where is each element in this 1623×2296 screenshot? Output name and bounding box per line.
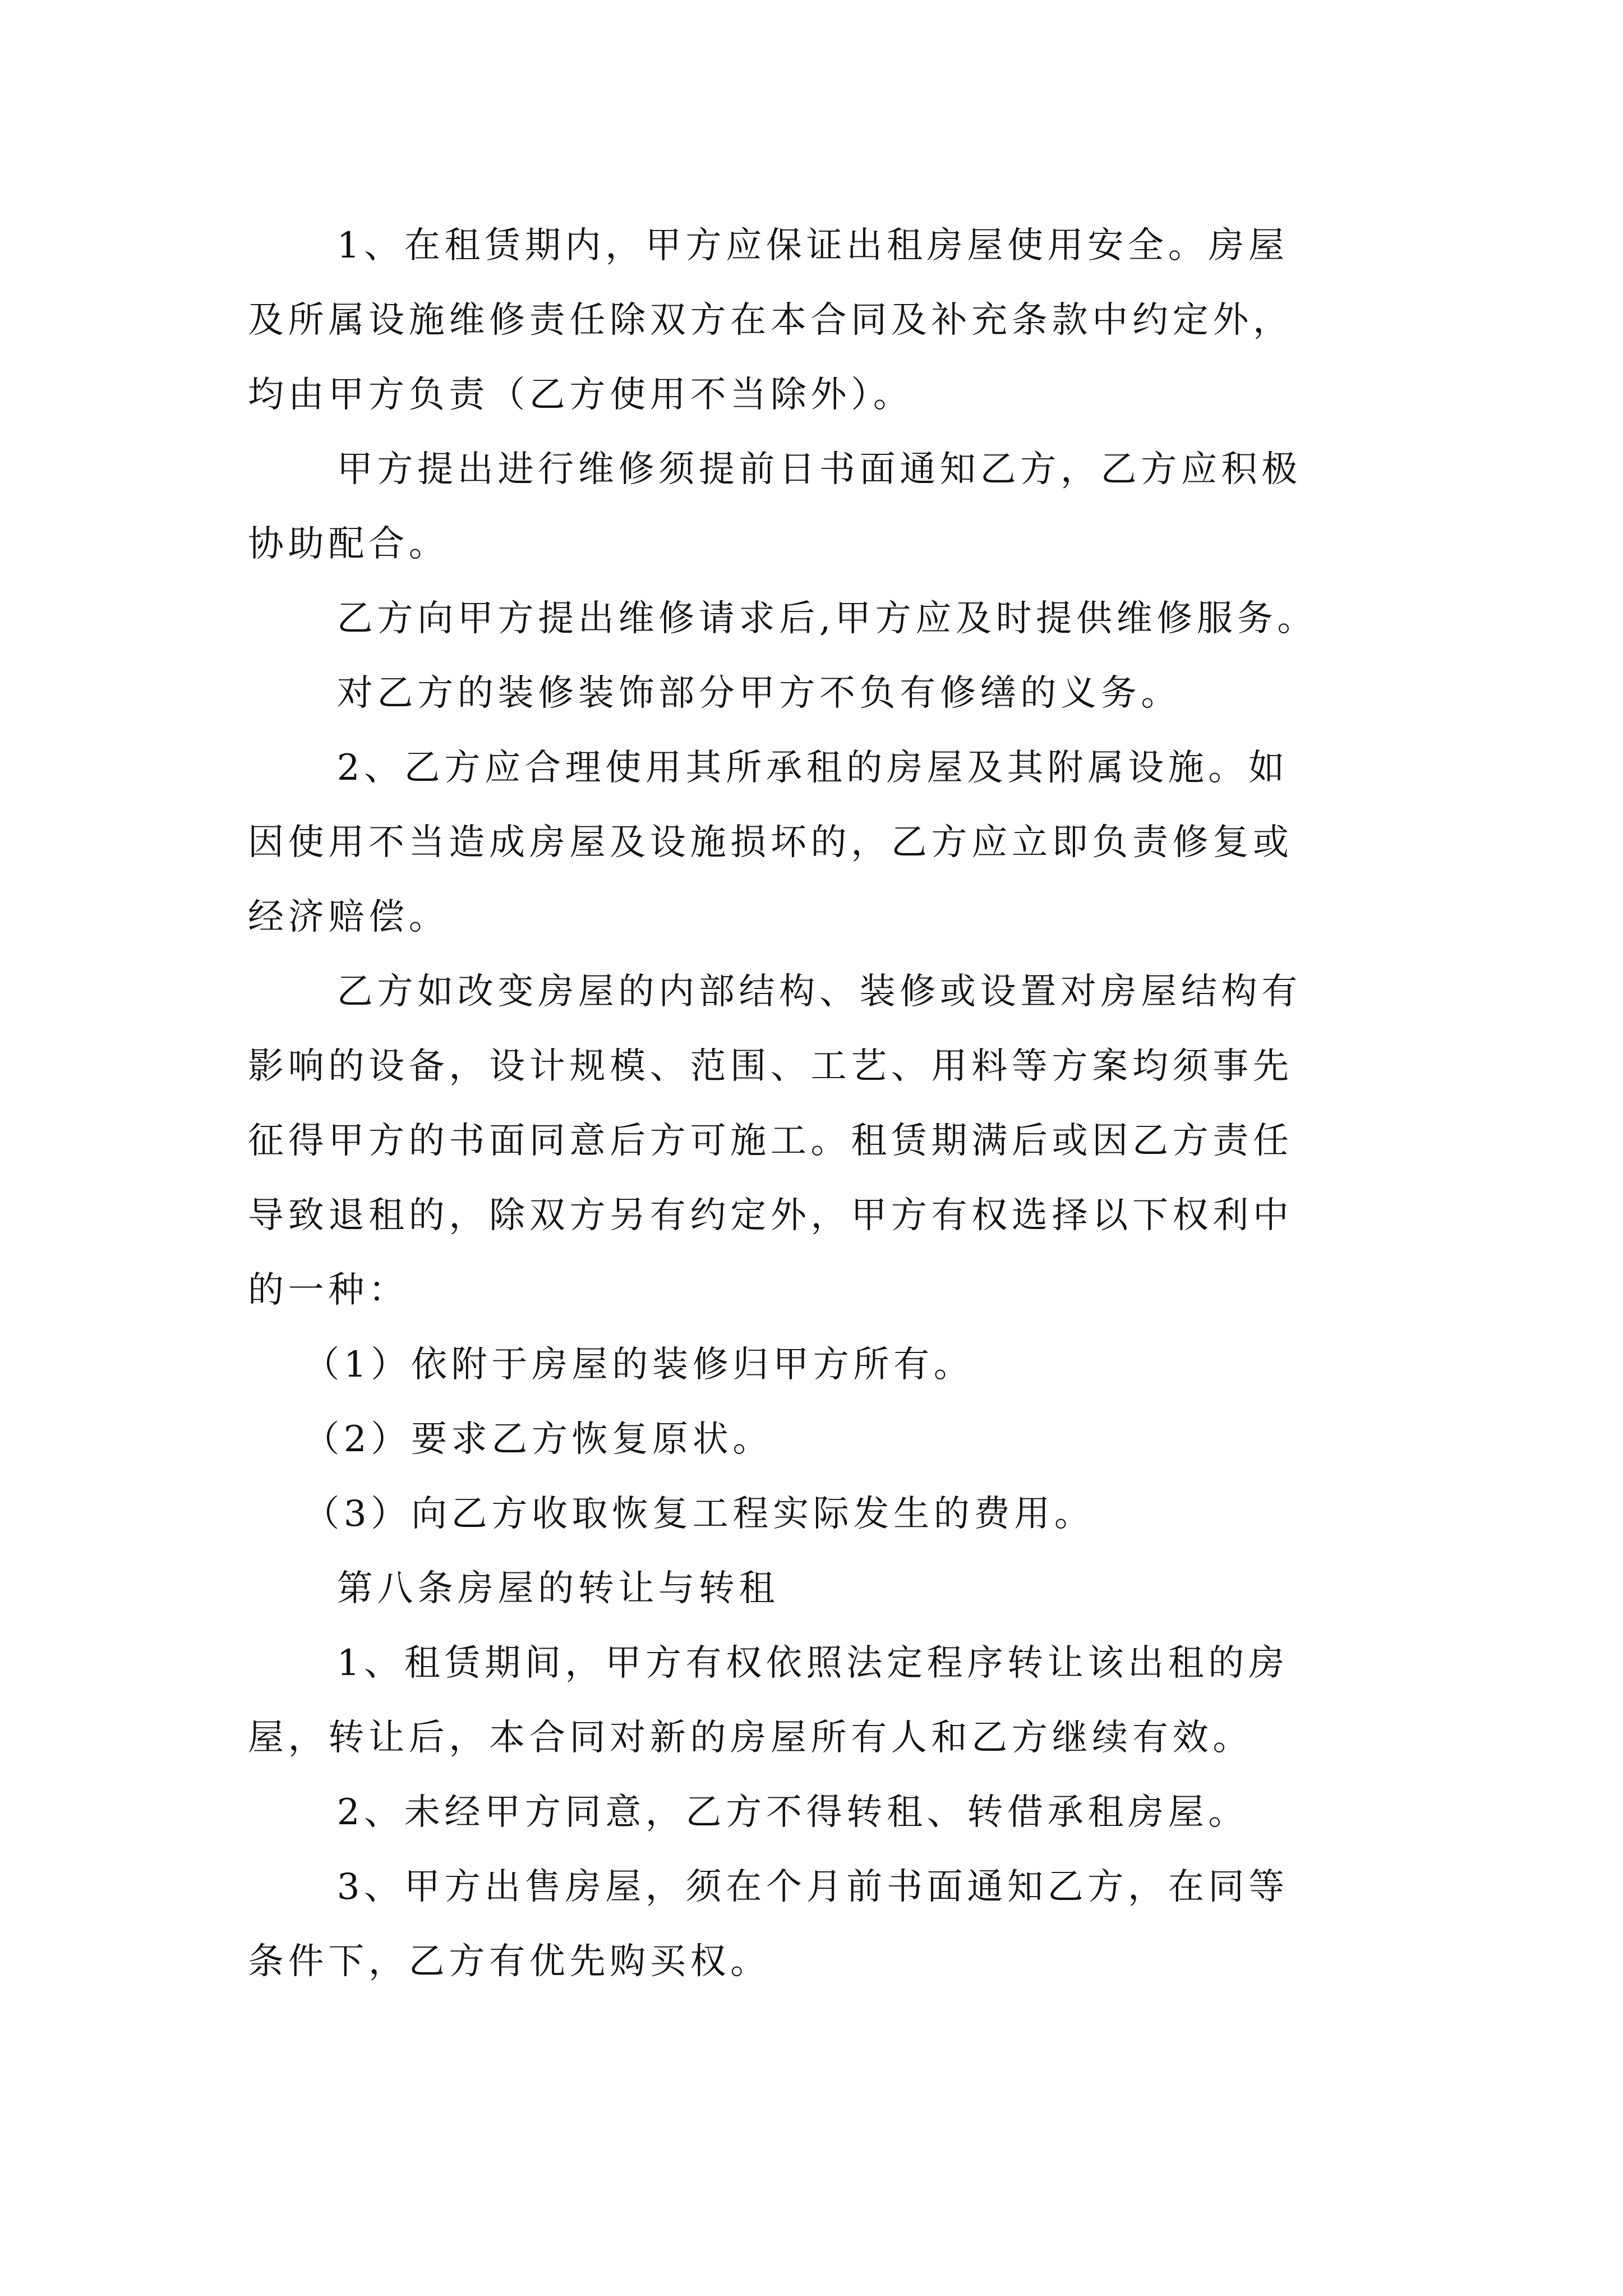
text-line: 3、甲方出售房屋，须在个月前书面通知乙方，在同等 [336, 1866, 1289, 1908]
paragraph [248, 432, 1375, 582]
document-page [248, 209, 1375, 1999]
text-line: 屋，转让后，本合同对新的房屋所有人和乙方继续有效。 [248, 1717, 1253, 1759]
text-line: 2、未经甲方同意，乙方不得转租、转借承租房屋。 [336, 1792, 1249, 1833]
text-line: 1、租赁期间，甲方有权依照法定程序转让该出租的房 [336, 1642, 1289, 1684]
paragraph [248, 1477, 1375, 1552]
paragraph [248, 1775, 1375, 1850]
paragraph [248, 1402, 1375, 1477]
text-line: 的一种： [248, 1269, 409, 1311]
text-line: 及所属设施维修责任除双方在本合同及补充条款中约定外， [248, 300, 1293, 341]
text-line: （3）向乙方收取恢复工程实际发生的费用。 [303, 1493, 1095, 1535]
text-line: 对乙方的装修装饰部分甲方不负有修缮的义务。 [336, 673, 1181, 714]
text-line: （1）依附于房屋的装修归甲方所有。 [303, 1344, 974, 1386]
text-line: 均由甲方负责（乙方使用不当除外）。 [248, 374, 914, 416]
text-line: （2）要求乙方恢复原状。 [303, 1419, 773, 1460]
paragraph [248, 582, 1375, 656]
paragraph [248, 209, 1375, 432]
text-line: 导致退租的，除双方另有约定外，甲方有权选择以下权利中 [248, 1195, 1293, 1236]
section-heading [248, 1552, 1375, 1626]
text-line: 乙方如改变房屋的内部结构、装修或设置对房屋结构有 [336, 971, 1302, 1013]
text-line: 经济赔偿。 [248, 896, 449, 938]
paragraph [248, 656, 1375, 731]
text-line: 第八条房屋的转让与转租 [336, 1568, 780, 1609]
paragraph [248, 1328, 1375, 1402]
text-line: 乙方向甲方提出维修请求后,甲方应及时提供维修服务。 [336, 598, 1318, 639]
paragraph [248, 1850, 1375, 1999]
paragraph [248, 955, 1375, 1328]
text-line: 因使用不当造成房屋及设施损坏的，乙方应立即负责修复或 [248, 822, 1293, 863]
paragraph [248, 1626, 1375, 1775]
text-line: 条件下，乙方有优先购买权。 [248, 1941, 771, 1982]
text-line: 甲方提出进行维修须提前日书面通知乙方，乙方应积极 [336, 449, 1302, 490]
text-line: 征得甲方的书面同意后方可施工。租赁期满后或因乙方责任 [248, 1120, 1293, 1162]
text-line: 1、在租赁期内，甲方应保证出租房屋使用安全。房屋 [336, 225, 1289, 266]
text-line: 协助配合。 [248, 523, 449, 565]
text-line: 影响的设备，设计规模、范围、工艺、用料等方案均须事先 [248, 1046, 1293, 1087]
paragraph [248, 731, 1375, 955]
text-line: 2、乙方应合理使用其所承租的房屋及其附属设施。如 [336, 747, 1289, 789]
